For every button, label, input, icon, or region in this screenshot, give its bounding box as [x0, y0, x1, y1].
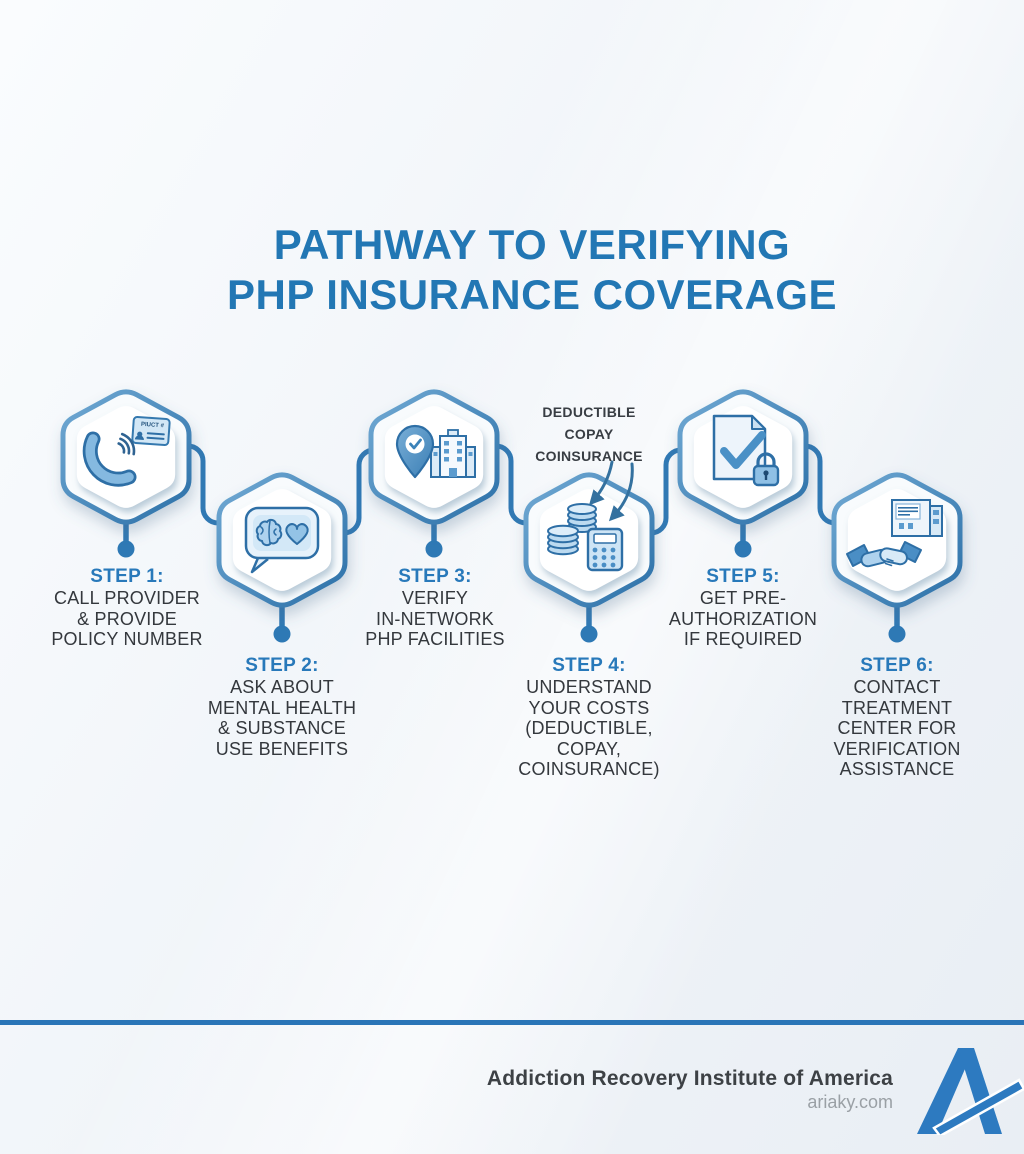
step-1-heading: STEP 1: [90, 566, 164, 587]
step-6-hexagon [834, 475, 960, 605]
annotation-line-1: DEDUCTIBLE [542, 404, 636, 420]
title-line-1: PATHWAY TO VERIFYING [273, 221, 791, 268]
step-3-dot [426, 541, 443, 558]
step-2-label: STEP 2: ASK ABOUT MENTAL HEALTH & SUBSTANCE USE BENEFITS [207, 655, 357, 759]
step-4-label: STEP 4: UNDERSTAND YOUR COSTS (DEDUCTIBLE, COPAY, COINSURANCE) [518, 655, 660, 779]
svg-text:PIUCT #: PIUCT # [140, 421, 165, 430]
step-1-dot [118, 541, 135, 558]
step-2-heading: STEP 2: [245, 655, 319, 676]
website-url: ariaky.com [807, 1092, 893, 1112]
title-line-2: PHP INSURANCE COVERAGE [227, 271, 837, 318]
step-5-label: STEP 5: GET PRE- AUTHORIZATION IF REQUIRED [668, 566, 818, 649]
footer [487, 1067, 893, 1113]
costs-annotation [535, 401, 643, 467]
step-2-hexagon [219, 475, 345, 605]
aria-logo [911, 1047, 1024, 1135]
step-6-dot [889, 626, 906, 643]
step-1-hexagon [63, 392, 189, 522]
annotation-line-2: COPAY [564, 426, 614, 442]
step-3-heading: STEP 3: [398, 566, 472, 587]
step-5-hexagon [680, 392, 806, 522]
step-4-dot [581, 626, 598, 643]
footer-divider [0, 1020, 1024, 1025]
step-2-dot [274, 626, 291, 643]
step-4-hexagon [526, 475, 652, 605]
step-3-label: STEP 3: VERIFY IN-NETWORK PHP FACILITIES [365, 566, 505, 649]
step-4-heading: STEP 4: [552, 655, 626, 676]
step-5-dot [735, 541, 752, 558]
organization-name: Addiction Recovery Institute of America [486, 1067, 893, 1090]
step-6-heading: STEP 6: [860, 655, 934, 676]
step-6-label: STEP 6: CONTACT TREATMENT CENTER FOR VERIFICATION ASSISTANCE [833, 655, 961, 779]
step-3-hexagon [371, 392, 497, 522]
step-1-label: STEP 1: CALL PROVIDER & PROVIDE POLICY NUMBER [51, 566, 203, 649]
step-5-heading: STEP 5: [706, 566, 780, 587]
annotation-line-3: COINSURANCE [535, 448, 643, 464]
connector-step1-step2 [188, 446, 222, 523]
